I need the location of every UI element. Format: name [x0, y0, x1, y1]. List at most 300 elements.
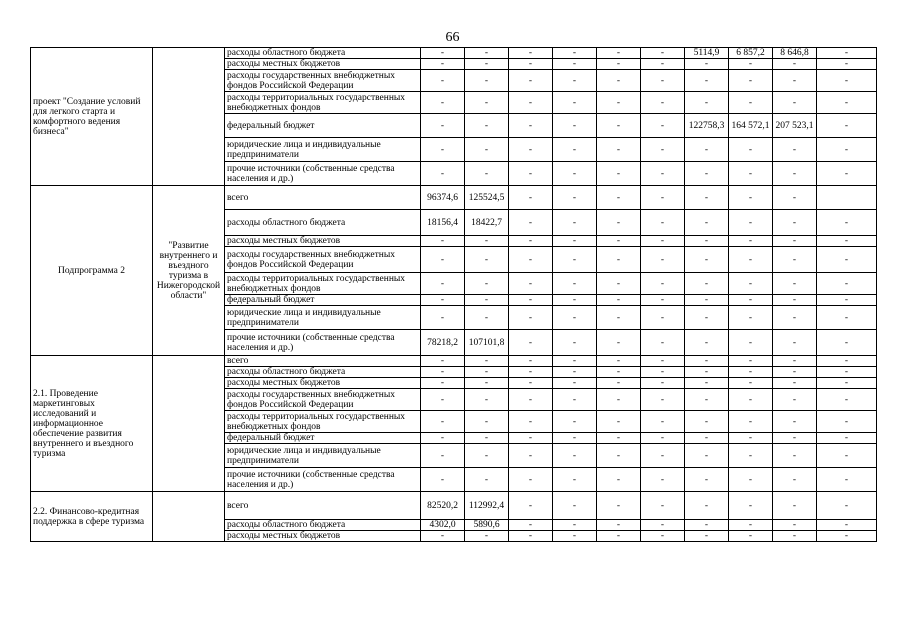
- value-cell: -: [729, 295, 773, 306]
- value-cell: -: [421, 59, 465, 70]
- value-cell: -: [641, 295, 685, 306]
- value-cell: -: [729, 389, 773, 411]
- value-cell: -: [641, 433, 685, 444]
- value-cell: -: [773, 210, 817, 236]
- value-cell: -: [553, 236, 597, 247]
- value-cell: -: [729, 531, 773, 542]
- value-cell: -: [773, 70, 817, 92]
- funding-source-cell: юридические лица и индивидуальные предприниматели: [225, 444, 421, 468]
- value-cell: -: [509, 411, 553, 433]
- value-cell: -: [465, 306, 509, 330]
- value-cell: -: [641, 378, 685, 389]
- funding-source-cell: расходы государственных внебюджетных фондов Российской Федерации: [225, 247, 421, 273]
- value-cell: -: [597, 492, 641, 520]
- funding-source-cell: расходы территориальных государственных внебюджетных фондов: [225, 411, 421, 433]
- value-cell: -: [509, 186, 553, 210]
- value-cell: -: [773, 411, 817, 433]
- value-cell: -: [465, 531, 509, 542]
- program-cell: проект "Создание условий для легкого старта и комфортного ведения бизнеса": [31, 48, 153, 186]
- value-cell: -: [597, 59, 641, 70]
- value-cell: -: [641, 468, 685, 492]
- value-cell: -: [685, 92, 729, 114]
- value-cell: -: [685, 492, 729, 520]
- value-cell: -: [421, 114, 465, 138]
- value-cell: -: [421, 247, 465, 273]
- subprogram-name-cell: [153, 356, 225, 492]
- value-cell: -: [685, 306, 729, 330]
- value-cell: -: [597, 389, 641, 411]
- value-cell: -: [553, 520, 597, 531]
- value-cell: -: [817, 70, 877, 92]
- value-cell: -: [465, 114, 509, 138]
- value-cell: 18156,4: [421, 210, 465, 236]
- value-cell: -: [553, 295, 597, 306]
- value-cell: -: [773, 273, 817, 295]
- value-cell: -: [729, 92, 773, 114]
- value-cell: 122758,3: [685, 114, 729, 138]
- value-cell: -: [421, 70, 465, 92]
- value-cell: -: [817, 295, 877, 306]
- value-cell: -: [685, 389, 729, 411]
- value-cell: -: [685, 273, 729, 295]
- value-cell: -: [597, 273, 641, 295]
- value-cell: -: [729, 492, 773, 520]
- value-cell: -: [509, 367, 553, 378]
- value-cell: -: [641, 444, 685, 468]
- value-cell: -: [817, 92, 877, 114]
- value-cell: -: [685, 356, 729, 367]
- value-cell: -: [553, 48, 597, 59]
- value-cell: -: [509, 70, 553, 92]
- value-cell: -: [817, 236, 877, 247]
- value-cell: -: [509, 247, 553, 273]
- value-cell: -: [509, 59, 553, 70]
- value-cell: -: [509, 520, 553, 531]
- value-cell: -: [421, 356, 465, 367]
- value-cell: -: [421, 295, 465, 306]
- value-cell: -: [465, 48, 509, 59]
- value-cell: -: [553, 114, 597, 138]
- value-cell: -: [773, 378, 817, 389]
- program-cell: 2.2. Финансово-кредитная поддержка в сфере туризма: [31, 492, 153, 542]
- value-cell: -: [553, 186, 597, 210]
- funding-source-cell: расходы местных бюджетов: [225, 59, 421, 70]
- value-cell: -: [509, 306, 553, 330]
- value-cell: -: [729, 330, 773, 356]
- value-cell: -: [817, 367, 877, 378]
- value-cell: -: [773, 492, 817, 520]
- value-cell: -: [509, 531, 553, 542]
- value-cell: -: [773, 356, 817, 367]
- funding-source-cell: прочие источники (собственные средства населения и др.): [225, 162, 421, 186]
- value-cell: -: [597, 92, 641, 114]
- value-cell: -: [465, 138, 509, 162]
- value-cell: -: [421, 162, 465, 186]
- value-cell: -: [773, 295, 817, 306]
- value-cell: -: [729, 378, 773, 389]
- program-cell: 2.1. Проведение маркетинговых исследований и информационное обеспечение развития внутреннего и въездного туризма: [31, 356, 153, 492]
- value-cell: -: [641, 306, 685, 330]
- value-cell: -: [465, 356, 509, 367]
- value-cell: 18422,7: [465, 210, 509, 236]
- value-cell: -: [597, 378, 641, 389]
- value-cell: -: [641, 138, 685, 162]
- funding-source-cell: федеральный бюджет: [225, 114, 421, 138]
- value-cell: -: [729, 210, 773, 236]
- value-cell: -: [729, 520, 773, 531]
- value-cell: -: [597, 114, 641, 138]
- table-row: [31, 356, 877, 367]
- funding-source-cell: федеральный бюджет: [225, 433, 421, 444]
- value-cell: -: [421, 236, 465, 247]
- value-cell: -: [641, 162, 685, 186]
- value-cell: -: [421, 306, 465, 330]
- value-cell: -: [465, 162, 509, 186]
- value-cell: -: [641, 531, 685, 542]
- value-cell: -: [553, 59, 597, 70]
- value-cell: -: [773, 92, 817, 114]
- value-cell: -: [641, 273, 685, 295]
- value-cell: -: [685, 520, 729, 531]
- value-cell: -: [641, 330, 685, 356]
- value-cell: -: [597, 70, 641, 92]
- value-cell: -: [553, 411, 597, 433]
- value-cell: -: [685, 59, 729, 70]
- value-cell: -: [597, 186, 641, 210]
- funding-source-cell: прочие источники (собственные средства населения и др.): [225, 468, 421, 492]
- value-cell: 5114,9: [685, 48, 729, 59]
- funding-source-cell: всего: [225, 186, 421, 210]
- funding-source-cell: расходы местных бюджетов: [225, 236, 421, 247]
- value-cell: -: [553, 273, 597, 295]
- value-cell: -: [817, 468, 877, 492]
- value-cell: -: [421, 411, 465, 433]
- value-cell: -: [509, 378, 553, 389]
- value-cell: -: [685, 162, 729, 186]
- value-cell: -: [509, 92, 553, 114]
- funding-source-cell: всего: [225, 492, 421, 520]
- value-cell: -: [817, 520, 877, 531]
- value-cell: -: [729, 273, 773, 295]
- value-cell: -: [509, 273, 553, 295]
- funding-source-cell: расходы областного бюджета: [225, 48, 421, 59]
- value-cell: -: [509, 162, 553, 186]
- value-cell: -: [773, 330, 817, 356]
- value-cell: -: [597, 210, 641, 236]
- value-cell: -: [817, 411, 877, 433]
- value-cell: -: [421, 389, 465, 411]
- value-cell: -: [817, 492, 877, 520]
- funding-source-cell: юридические лица и индивидуальные предприниматели: [225, 138, 421, 162]
- value-cell: -: [597, 330, 641, 356]
- funding-source-cell: расходы местных бюджетов: [225, 531, 421, 542]
- value-cell: 8 646,8: [773, 48, 817, 59]
- value-cell: -: [465, 367, 509, 378]
- value-cell: -: [641, 367, 685, 378]
- value-cell: -: [773, 236, 817, 247]
- value-cell: -: [817, 59, 877, 70]
- value-cell: -: [553, 433, 597, 444]
- funding-source-cell: расходы территориальных государственных внебюджетных фондов: [225, 273, 421, 295]
- subprogram-name-cell: [153, 492, 225, 542]
- value-cell: -: [421, 468, 465, 492]
- value-cell: -: [597, 433, 641, 444]
- value-cell: -: [817, 273, 877, 295]
- table-row: [31, 186, 877, 210]
- value-cell: -: [685, 210, 729, 236]
- value-cell: -: [641, 70, 685, 92]
- value-cell: -: [773, 247, 817, 273]
- value-cell: -: [465, 92, 509, 114]
- value-cell: -: [685, 531, 729, 542]
- value-cell: -: [465, 59, 509, 70]
- value-cell: -: [465, 247, 509, 273]
- budget-table: [30, 47, 877, 542]
- value-cell: -: [509, 389, 553, 411]
- value-cell: -: [553, 162, 597, 186]
- page-number: 66: [445, 30, 460, 45]
- value-cell: -: [729, 306, 773, 330]
- value-cell: -: [597, 411, 641, 433]
- value-cell: -: [597, 162, 641, 186]
- value-cell: -: [685, 378, 729, 389]
- value-cell: -: [773, 367, 817, 378]
- value-cell: 82520,2: [421, 492, 465, 520]
- value-cell: 207 523,1: [773, 114, 817, 138]
- value-cell: -: [597, 295, 641, 306]
- value-cell: -: [465, 468, 509, 492]
- value-cell: -: [685, 247, 729, 273]
- value-cell: -: [729, 367, 773, 378]
- funding-source-cell: расходы государственных внебюджетных фондов Российской Федерации: [225, 389, 421, 411]
- value-cell: -: [685, 236, 729, 247]
- value-cell: -: [729, 138, 773, 162]
- value-cell: -: [773, 162, 817, 186]
- value-cell: -: [685, 70, 729, 92]
- value-cell: -: [509, 444, 553, 468]
- value-cell: 5890,6: [465, 520, 509, 531]
- value-cell: -: [553, 70, 597, 92]
- value-cell: -: [729, 70, 773, 92]
- value-cell: -: [729, 59, 773, 70]
- value-cell: 107101,8: [465, 330, 509, 356]
- value-cell: -: [553, 378, 597, 389]
- value-cell: -: [641, 411, 685, 433]
- funding-source-cell: расходы областного бюджета: [225, 367, 421, 378]
- value-cell: -: [597, 48, 641, 59]
- table-row: [31, 48, 877, 59]
- value-cell: -: [773, 433, 817, 444]
- value-cell: -: [465, 273, 509, 295]
- value-cell: -: [597, 468, 641, 492]
- table-row: [31, 492, 877, 520]
- value-cell: -: [773, 444, 817, 468]
- value-cell: -: [509, 330, 553, 356]
- value-cell: -: [509, 295, 553, 306]
- value-cell: -: [773, 186, 817, 210]
- value-cell: -: [553, 138, 597, 162]
- value-cell: -: [465, 444, 509, 468]
- value-cell: -: [641, 48, 685, 59]
- value-cell: -: [641, 59, 685, 70]
- value-cell: -: [553, 492, 597, 520]
- value-cell: -: [509, 210, 553, 236]
- value-cell: -: [509, 138, 553, 162]
- value-cell: -: [817, 356, 877, 367]
- value-cell: -: [773, 59, 817, 70]
- value-cell: -: [817, 247, 877, 273]
- funding-source-cell: федеральный бюджет: [225, 295, 421, 306]
- value-cell: -: [553, 356, 597, 367]
- value-cell: -: [421, 444, 465, 468]
- value-cell: -: [729, 162, 773, 186]
- value-cell: -: [421, 48, 465, 59]
- value-cell: -: [817, 531, 877, 542]
- value-cell: -: [553, 531, 597, 542]
- funding-source-cell: прочие источники (собственные средства населения и др.): [225, 330, 421, 356]
- value-cell: -: [597, 306, 641, 330]
- value-cell: -: [817, 444, 877, 468]
- value-cell: -: [641, 356, 685, 367]
- value-cell: [817, 186, 877, 210]
- value-cell: -: [685, 138, 729, 162]
- value-cell: -: [729, 247, 773, 273]
- value-cell: -: [729, 236, 773, 247]
- value-cell: -: [597, 520, 641, 531]
- budget-table-body: [31, 48, 877, 542]
- value-cell: -: [773, 520, 817, 531]
- funding-source-cell: расходы местных бюджетов: [225, 378, 421, 389]
- value-cell: -: [553, 210, 597, 236]
- value-cell: -: [685, 433, 729, 444]
- value-cell: -: [641, 247, 685, 273]
- value-cell: -: [421, 92, 465, 114]
- value-cell: -: [465, 295, 509, 306]
- value-cell: -: [729, 356, 773, 367]
- value-cell: -: [685, 186, 729, 210]
- value-cell: -: [421, 138, 465, 162]
- value-cell: -: [597, 138, 641, 162]
- value-cell: -: [817, 389, 877, 411]
- value-cell: -: [685, 444, 729, 468]
- subprogram-name-cell: "Развитие внутреннего и въездного туризма в Нижегородской области": [153, 186, 225, 356]
- value-cell: -: [509, 433, 553, 444]
- value-cell: -: [641, 236, 685, 247]
- value-cell: -: [465, 411, 509, 433]
- value-cell: -: [817, 162, 877, 186]
- value-cell: -: [553, 389, 597, 411]
- value-cell: -: [597, 531, 641, 542]
- value-cell: -: [817, 48, 877, 59]
- value-cell: 164 572,1: [729, 114, 773, 138]
- value-cell: -: [773, 468, 817, 492]
- value-cell: -: [553, 247, 597, 273]
- value-cell: -: [553, 468, 597, 492]
- value-cell: -: [817, 433, 877, 444]
- value-cell: -: [685, 295, 729, 306]
- value-cell: -: [773, 389, 817, 411]
- funding-source-cell: расходы государственных внебюджетных фондов Российской Федерации: [225, 70, 421, 92]
- value-cell: -: [685, 411, 729, 433]
- value-cell: -: [817, 378, 877, 389]
- subprogram-name-cell: [153, 48, 225, 186]
- value-cell: -: [817, 330, 877, 356]
- value-cell: -: [553, 367, 597, 378]
- value-cell: -: [729, 468, 773, 492]
- value-cell: 4302,0: [421, 520, 465, 531]
- value-cell: -: [421, 433, 465, 444]
- funding-source-cell: юридические лица и индивидуальные предприниматели: [225, 306, 421, 330]
- funding-source-cell: расходы территориальных государственных внебюджетных фондов: [225, 92, 421, 114]
- value-cell: -: [421, 531, 465, 542]
- value-cell: -: [597, 247, 641, 273]
- value-cell: -: [729, 433, 773, 444]
- value-cell: -: [509, 236, 553, 247]
- value-cell: -: [553, 306, 597, 330]
- value-cell: -: [685, 367, 729, 378]
- value-cell: -: [773, 531, 817, 542]
- value-cell: -: [641, 92, 685, 114]
- value-cell: -: [773, 138, 817, 162]
- value-cell: -: [641, 389, 685, 411]
- value-cell: -: [509, 114, 553, 138]
- value-cell: -: [465, 378, 509, 389]
- value-cell: -: [421, 367, 465, 378]
- funding-source-cell: расходы областного бюджета: [225, 520, 421, 531]
- value-cell: -: [641, 492, 685, 520]
- program-cell: Подпрограмма 2: [31, 186, 153, 356]
- value-cell: -: [509, 48, 553, 59]
- value-cell: -: [729, 186, 773, 210]
- value-cell: 96374,6: [421, 186, 465, 210]
- value-cell: -: [421, 273, 465, 295]
- value-cell: -: [553, 330, 597, 356]
- value-cell: -: [773, 306, 817, 330]
- value-cell: -: [817, 138, 877, 162]
- value-cell: -: [641, 114, 685, 138]
- value-cell: -: [597, 444, 641, 468]
- value-cell: -: [641, 186, 685, 210]
- value-cell: -: [729, 444, 773, 468]
- value-cell: -: [553, 92, 597, 114]
- funding-source-cell: всего: [225, 356, 421, 367]
- value-cell: -: [597, 356, 641, 367]
- value-cell: -: [553, 444, 597, 468]
- value-cell: -: [641, 210, 685, 236]
- value-cell: -: [509, 468, 553, 492]
- value-cell: -: [465, 433, 509, 444]
- value-cell: -: [465, 70, 509, 92]
- value-cell: -: [509, 492, 553, 520]
- value-cell: -: [465, 236, 509, 247]
- funding-source-cell: расходы областного бюджета: [225, 210, 421, 236]
- value-cell: 6 857,2: [729, 48, 773, 59]
- value-cell: 125524,5: [465, 186, 509, 210]
- value-cell: -: [729, 411, 773, 433]
- value-cell: -: [465, 389, 509, 411]
- value-cell: 78218,2: [421, 330, 465, 356]
- value-cell: -: [685, 468, 729, 492]
- value-cell: -: [685, 330, 729, 356]
- value-cell: -: [641, 520, 685, 531]
- value-cell: -: [421, 378, 465, 389]
- value-cell: -: [509, 356, 553, 367]
- value-cell: -: [817, 210, 877, 236]
- value-cell: -: [817, 306, 877, 330]
- value-cell: -: [817, 114, 877, 138]
- value-cell: 112992,4: [465, 492, 509, 520]
- value-cell: -: [597, 236, 641, 247]
